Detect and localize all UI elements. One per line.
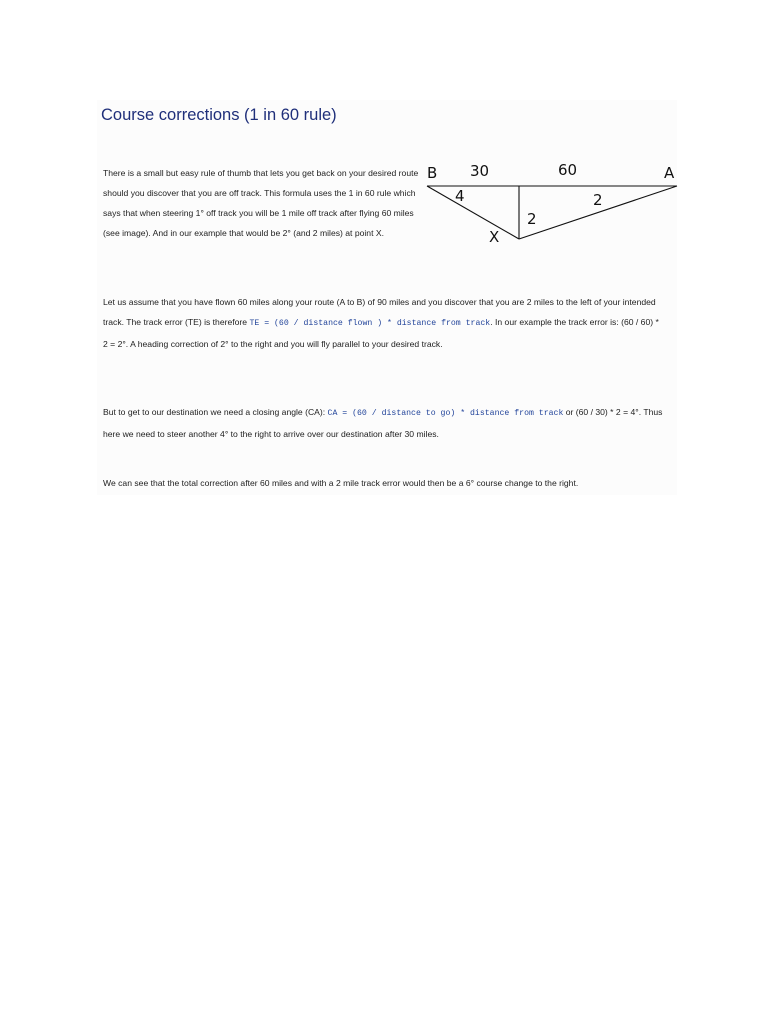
- track-error-text-start: Let us assume that you have flown 60 miles along your route (A to B) of 90 miles and you discover that you are 2 miles to the left of your intended track. The track error (TE) is therefore: [103, 297, 656, 327]
- closing-angle-text-end: or (60 / 30) * 2 = 4°. Thus here we need to steer another 4° to the right to arrive over our destination after 30 miles.: [103, 407, 663, 439]
- intro-text: There is a small but easy rule of thumb that lets you get back on your desired route should you discover that you are off track. This formula uses the 1 in 60 rule which says that when steering 1° off track you will be 1 mile off track after flying 60 miles (see image). And in our example that would be 2° (and 2 miles) at point: [103, 168, 419, 238]
- line-b-x: [427, 186, 519, 239]
- label-a: A: [664, 164, 675, 182]
- closing-angle-text-start: But to get to our destination we need a closing angle (CA):: [103, 407, 328, 417]
- track-error-paragraph: [103, 292, 663, 354]
- track-error-formula: TE = (60 / distance flown ) * distance from track: [249, 319, 491, 328]
- label-b: B: [427, 164, 438, 182]
- label-x: X: [489, 228, 500, 246]
- page-title: Course corrections (1 in 60 rule): [101, 106, 337, 124]
- closing-angle-paragraph: [103, 402, 663, 444]
- closing-angle-formula: CA = (60 / distance to go) * distance from track: [327, 409, 564, 418]
- label-2-center: 2: [527, 210, 537, 228]
- total-correction-paragraph: We can see that the total correction after 60 miles and with a 2 mile track error would then be a 6° course change to the right.: [103, 478, 579, 488]
- one-in-sixty-diagram: [420, 155, 685, 250]
- track-error-text-end: . In our example the track error is: (60 / 60) * 2 = 2°. A heading correction of 2° to the right and you will fly parallel to your desired track.: [103, 317, 659, 349]
- label-60: 60: [558, 161, 578, 179]
- intro-period: .: [381, 228, 384, 238]
- label-4: 4: [455, 187, 465, 205]
- label-30: 30: [470, 162, 490, 180]
- label-2-right: 2: [593, 191, 603, 209]
- intro-point-label: X: [375, 228, 382, 238]
- intro-paragraph: [103, 163, 423, 243]
